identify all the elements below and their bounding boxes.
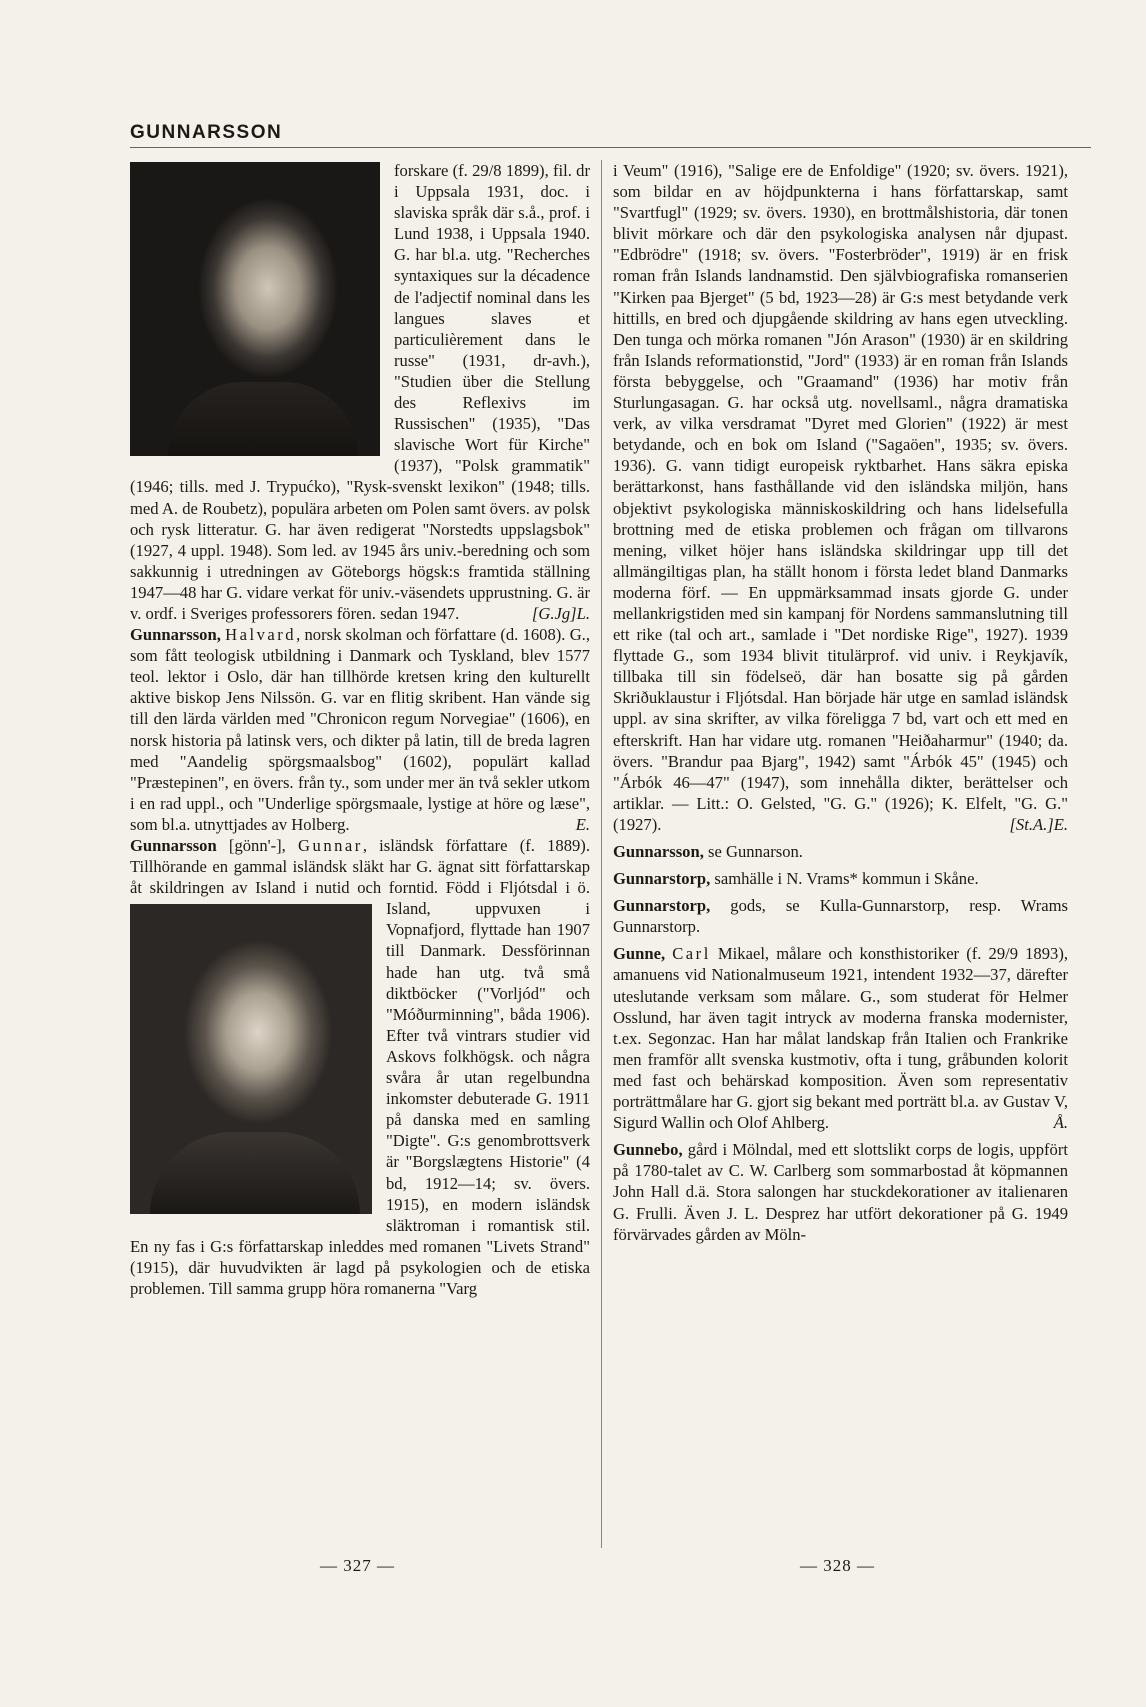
left-column (130, 160, 590, 1299)
entry-gunnar-continued (613, 160, 1068, 835)
entry-headword: Gunnarstorp, (613, 896, 711, 916)
entry-text: , isländsk författare (f. 1889). Tillhörande en gammal isländsk släkt har G. ägnat sitt författarskap åt skildringen av Island i nutid och forntid. (130, 836, 590, 898)
entry-gunnarstorp-1 (613, 868, 1068, 889)
entry-text: forskare (f. 29/8 1899), fil. dr i Uppsala 1931, doc. i slaviska språk där s.å., prof. i Lund 1938, i Uppsala 1940. G. har bl.a. utg. "Recherches syntaxiques sur la décadence de l'adjectif nominal dans les langues slaves et particulièrement dans le russe" (1931, dr-avh.), "Studien über die Stellung des Reflexivs im Russischen" (1935), "Das slavische Wort für Kirche" (1937), "Polsk grammatik" (1946; tills. med J. Trypućko), "Rysk-svenskt lexikon" (1948; tills. med A. de Roubetz), populära arbeten om Polen samt övers. av polsk och rysk litteratur. G. har även redigerat "Norstedts uppslagsbok" (1927, 4 uppl. 1948). Som led. av 1945 års univ.-beredning och som sakkunnig i utredningen av Göteborgs högsk:s framtida ställning 1947—48 har G. vidare verkat för univ.-väsendets upprustning. G. är v. ordf. i Sveriges professorers fören. sedan 1947. (130, 161, 590, 623)
entry-given-name: Carl (672, 944, 711, 964)
right-column (613, 160, 1068, 1245)
entry-headword: Gunnarsson, (613, 842, 704, 861)
header-rule (130, 147, 1091, 148)
entry-gunnarstorp-2 (613, 895, 1068, 937)
entry-text: i Veum" (1916), "Salige ere de Enfoldige" (1920; sv. övers. 1921), som bildar en av höjdpunkterna i hans författarskap, samt "Svartfugl" (1929; sv. övers. 1930), en brottmålshistoria, där tonen blivit mörkare och där den psykologiska analysen når djupast. "Edbrödre" (1918; sv. övers. "Fosterbröder", 1919) är en frisk roman från Islands landnamstid. Den självbiografiska romanserien "Kirken paa Bjerget" (5 bd, 1923—28) är G:s mest betydande verk hittills, en bred och djupgående skildring av hans egen utveckling. Den tunga och mörka romanen "Jón Arason" (1930) är en skildring från Islands reformationstid, "Jord" (1933) är en roman från Islands första bebyggelse, och "Graamand" (1936) har motiv från Sturlungasagan. G. har också utg. novellsaml., några dramatiska verk, av vilka versdramat "Dyret med Glorien" (1922) är mest betydande, och en bok om Island ("Sagaöen", 1935; sv. övers. 1936). G. vann tidigt europeisk ryktbarhet. Hans säkra episka berättarkonst, hans fasthållande vid den isländska miljön, hans objektivt psykologiska människoskildring och hans lidelsefulla brottning med de etiska problemen och frågan om tillvarons mening, vilket höjer hans isländska skildringar upp till det allmängiltigas plan, ha ställt honom i första ledet bland Danmarks moderna förf. — En uppmärksammad insats gjorde G. under mellankrigstiden med sin kampanj för Nordens sammanslutning till ett rike (tal och art., samlade i "Det nordiske Rige", 1927). 1939 flyttade G., som 1934 blivit titulärprof. vid univ. i Reykjavík, tillbaka till sin födelseö, där han bosatte sig på gården Skriðuklaustur i Fljótsdal. Han började här utge en samlad isländsk uppl. av sina skrifter, av vilka föreligga 7 bd, vart och ett med en efterskrift. Han har vidare utg. romanen "Heiðaharmur" (1940; da. övers. "Brandur paa Bjarg", 1942) samt "Árbók 45" (1945) och "Árbók 46—47" (1947), som innehålla dikter, berättelser och artiklar. — Litt.: O. Gelsted, "G. G." (1926); K. Elfelt, "G. G." (1927). (613, 161, 1068, 834)
entry-pronunciation: [gönn'-], (228, 836, 286, 855)
entry-text: , norsk skolman och författare (d. 1608). G., som fått teologisk utbildning i Danmark och Tyskland, blev 1577 teol. lektor i Oslo, där han tillhörde kretsen kring den kulturellt aktive biskop Jens Nilssön. G. var en flitig skribent. Han vände sig till den lärda världen med "Chronicon regum Norvegiae" (1606), en norsk historia på latinsk vers, och dikter på latin, till de breda lagren med "Aandelig spörgsmaalsbog" (1602), populärt kallad "Præstepinen", en övers. från ty., som under mer än två sekler utkom i en rad uppl., och "Underlige spörgsmaale, lystige at höre og læse", som bl.a. utnyttjades av Holberg. (130, 625, 590, 834)
entry-headword: Gunnarsson (130, 836, 217, 855)
column-divider (601, 160, 602, 1548)
entry-text: Mikael, målare och konsthistoriker (f. 29/9 1893), amanuens vid Nationalmuseum 1921, intendent 1932—37, därefter uteslutande verksam som målare. G., som studerat för Helmer Osslund, har även tagit intryck av moderna franska modernister, t.ex. Segonzac. Han har målat landskap från Italien och Frankrike men framför allt svenska kustmotiv, ofta i tung, gråbunden kolorit med fast och behärskad komposition. Även som representativ porträttmålare har G. gjort sig bekant med porträtt bl.a. av Gustav V, Sigurd Wallin och Olof Ahlberg. (613, 944, 1068, 1133)
entry-text: gods, se Kulla-Gunnarstorp, resp. Wrams Gunnarstorp. (613, 896, 1068, 937)
running-header: GUNNARSSON (130, 122, 283, 143)
entry-text: Född i Fljótsdal i ö. Island, uppvuxen i Vopnafjord, flyttade han 1907 till Danmark. Dessförinnan hade han utg. två små diktböcker ("Vorljód" och "Móðurminning", båda 1906). Efter två vintrars studier vid Askovs folkhögsk. och några svåra år utan regelbundna inkomster debuterade G. 1911 på danska med en samling "Digte". G:s genombrottsverk är "Borgslægtens Historie" (4 bd, 1912—14; sv. övers. 1915), en modern isländsk släktroman i romantisk stil. En ny fas i G:s författarskap inleddes med romanen "Livets Strand" (1915), där huvudvikten är lagd på psykologien och de etiska problemen. Till samma grupp höra romanerna "Varg (130, 878, 590, 1298)
entry-headword: Gunnarstorp, (613, 869, 711, 889)
entry-headword: Gunnarsson, (130, 625, 221, 645)
author-signature: [St.A.]E. (1009, 814, 1068, 834)
entry-xref-gunnarsson (613, 841, 1068, 862)
entry-gunnebo (613, 1139, 1068, 1244)
entry-given-name: Halvard (225, 625, 297, 645)
entry-halvard (130, 624, 590, 835)
entry-text: samhälle i N. Vrams* kommun i Skåne. (710, 869, 979, 889)
photo-portrait-1 (130, 162, 380, 456)
entry-gunne (613, 943, 1068, 1133)
page-number-right: — 328 — (800, 1556, 875, 1575)
photo-portrait-2 (130, 904, 372, 1214)
entry-text: se Gunnarson. (703, 842, 803, 861)
entry-continuation (130, 160, 590, 624)
entry-headword: Gunnebo, (613, 1140, 683, 1160)
author-signature: Å. (1053, 1113, 1068, 1133)
entry-headword: Gunne, (613, 944, 666, 964)
author-signature: E. (575, 814, 590, 834)
entry-gunnar (130, 835, 590, 1299)
author-signature: [G.Jg]L. (531, 603, 590, 623)
page-number-left: — 327 — (320, 1556, 395, 1575)
entry-text: gård i Mölndal, med ett slottslikt corps de logis, uppfört på 1780-talet av C. W. Carlberg som sommarbostad åt köpmannen John Hall d.ä. Stora salongen har stuckdekorationer av italienaren G. Frulli. Även J. L. Desprez har utfört dekorationer på G. 1949 förvärvades gården av Möln- (613, 1140, 1068, 1244)
entry-given-name: Gunnar (298, 836, 363, 855)
